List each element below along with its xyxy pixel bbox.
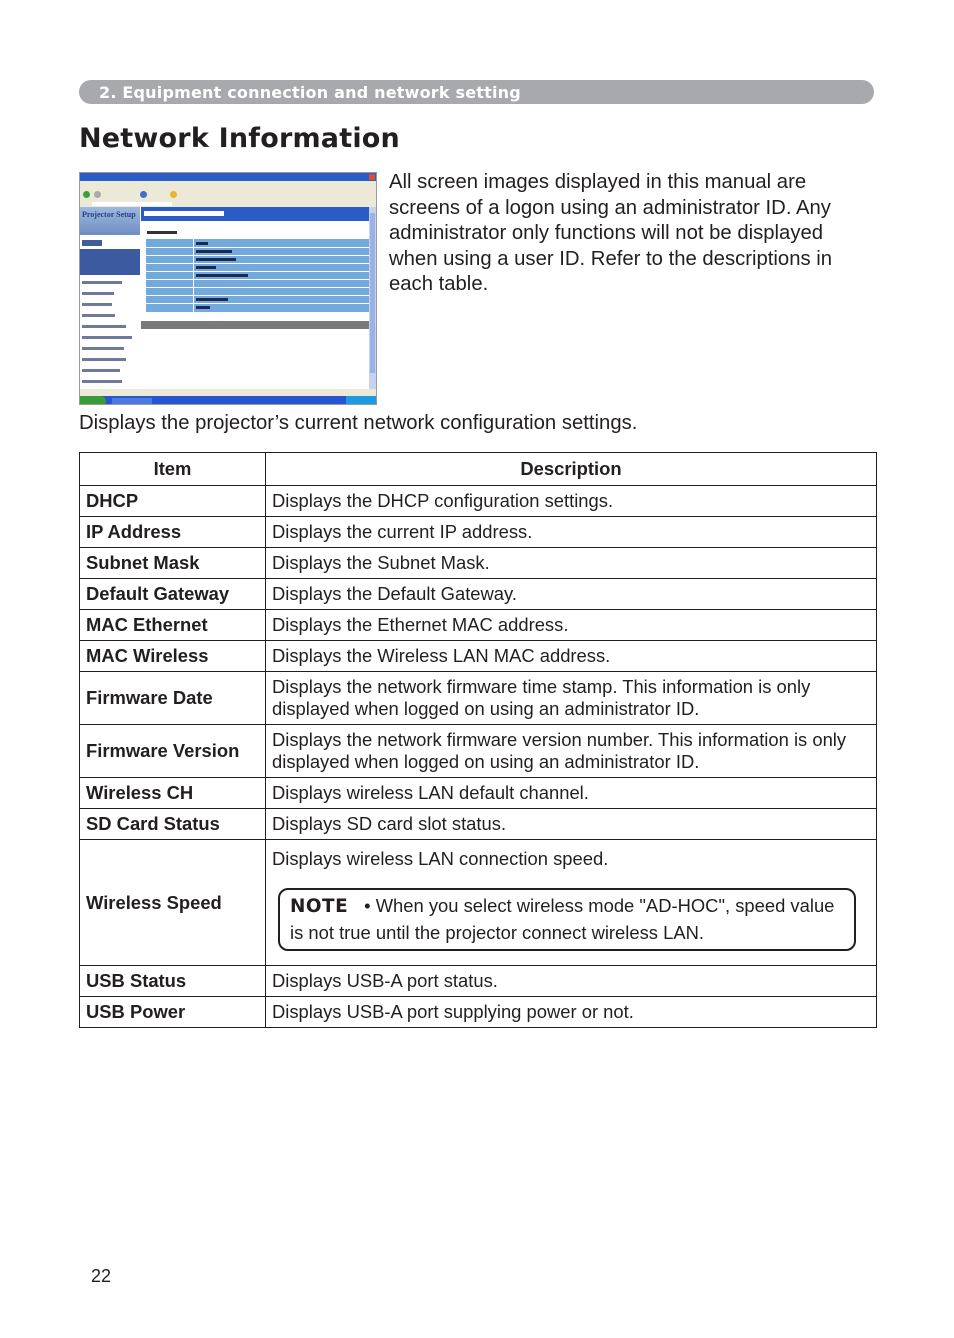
description-text: Displays wireless LAN connection speed. (272, 848, 609, 869)
description-cell (266, 840, 877, 966)
page-title: Network Information (79, 123, 400, 154)
table-row (80, 641, 877, 672)
section-header-bar (79, 80, 874, 104)
item-cell: SD Card Status (80, 809, 266, 840)
browser-menubar (80, 181, 376, 188)
item-cell: MAC Wireless (80, 641, 266, 672)
back-icon (83, 191, 90, 198)
windows-taskbar (80, 396, 376, 405)
table-header-row (80, 453, 877, 486)
description-cell: Displays USB-A port status. (266, 966, 877, 997)
table-row (80, 966, 877, 997)
browser-titlebar (80, 173, 376, 181)
note-box (278, 888, 856, 951)
table-row (80, 610, 877, 641)
description-cell: Displays the Subnet Mask. (266, 548, 877, 579)
network-info-screenshot (79, 172, 377, 405)
search-icon (140, 191, 147, 198)
table-row (80, 579, 877, 610)
note-label: NOTE (290, 896, 349, 917)
description-cell: Displays the Wireless LAN MAC address. (266, 641, 877, 672)
summary-paragraph: Displays the projector’s current network configuration settings. (79, 412, 638, 434)
logout-button (82, 240, 102, 246)
network-info-table (79, 452, 877, 1028)
column-header-description: Description (266, 453, 877, 486)
item-cell: Firmware Date (80, 672, 266, 725)
description-cell: Displays the Default Gateway. (266, 579, 877, 610)
screenshot-content-header (141, 207, 369, 221)
table-row (80, 997, 877, 1028)
sidebar-active-item (80, 249, 140, 275)
description-cell: Displays the Ethernet MAC address. (266, 610, 877, 641)
item-cell: USB Status (80, 966, 266, 997)
description-cell: Displays USB-A port supplying power or not. (266, 997, 877, 1028)
description-cell: Displays the network firmware version number. This information is only displayed when logged on using an administrator ID. (266, 725, 877, 778)
screenshot-sidebar (80, 207, 140, 395)
item-cell: Subnet Mask (80, 548, 266, 579)
item-cell: Wireless Speed (80, 840, 266, 966)
table-row (80, 486, 877, 517)
table-row (80, 840, 877, 966)
table-row (80, 778, 877, 809)
screenshot-info-table (146, 239, 374, 312)
description-cell: Displays the current IP address. (266, 517, 877, 548)
description-cell: Displays the network firmware time stamp. This information is only displayed when logged on using an administrator ID. (266, 672, 877, 725)
browser-toolbar (80, 188, 376, 202)
note-text: • When you select wireless mode "AD-HOC", speed value is not true until the projector connect wireless LAN. (290, 895, 835, 943)
item-cell: USB Power (80, 997, 266, 1028)
description-cell: Displays wireless LAN default channel. (266, 778, 877, 809)
table-row (80, 809, 877, 840)
item-cell: Wireless CH (80, 778, 266, 809)
page-number: 22 (91, 1266, 112, 1286)
item-cell: Firmware Version (80, 725, 266, 778)
intro-paragraph: All screen images displayed in this manual are screens of a logon using an administrator ID. Any administrator only functions will not be displayed when using a user ID. Refer to the descriptions in each table. (389, 171, 833, 295)
screenshot-scrollbar (369, 207, 376, 395)
close-icon (369, 174, 375, 180)
description-cell: Displays the DHCP configuration settings. (266, 486, 877, 517)
favorites-icon (170, 191, 177, 198)
column-header-item: Item (80, 453, 266, 486)
table-row (80, 725, 877, 778)
section-title: 2. Equipment connection and network setting (99, 83, 521, 102)
description-cell: Displays SD card slot status. (266, 809, 877, 840)
item-cell: Default Gateway (80, 579, 266, 610)
table-row (80, 517, 877, 548)
projector-setup-logo: Projector Setup (80, 207, 140, 235)
forward-icon (94, 191, 101, 198)
item-cell: DHCP (80, 486, 266, 517)
item-cell: IP Address (80, 517, 266, 548)
table-row (80, 672, 877, 725)
item-cell: MAC Ethernet (80, 610, 266, 641)
table-row (80, 548, 877, 579)
start-button (80, 396, 106, 405)
